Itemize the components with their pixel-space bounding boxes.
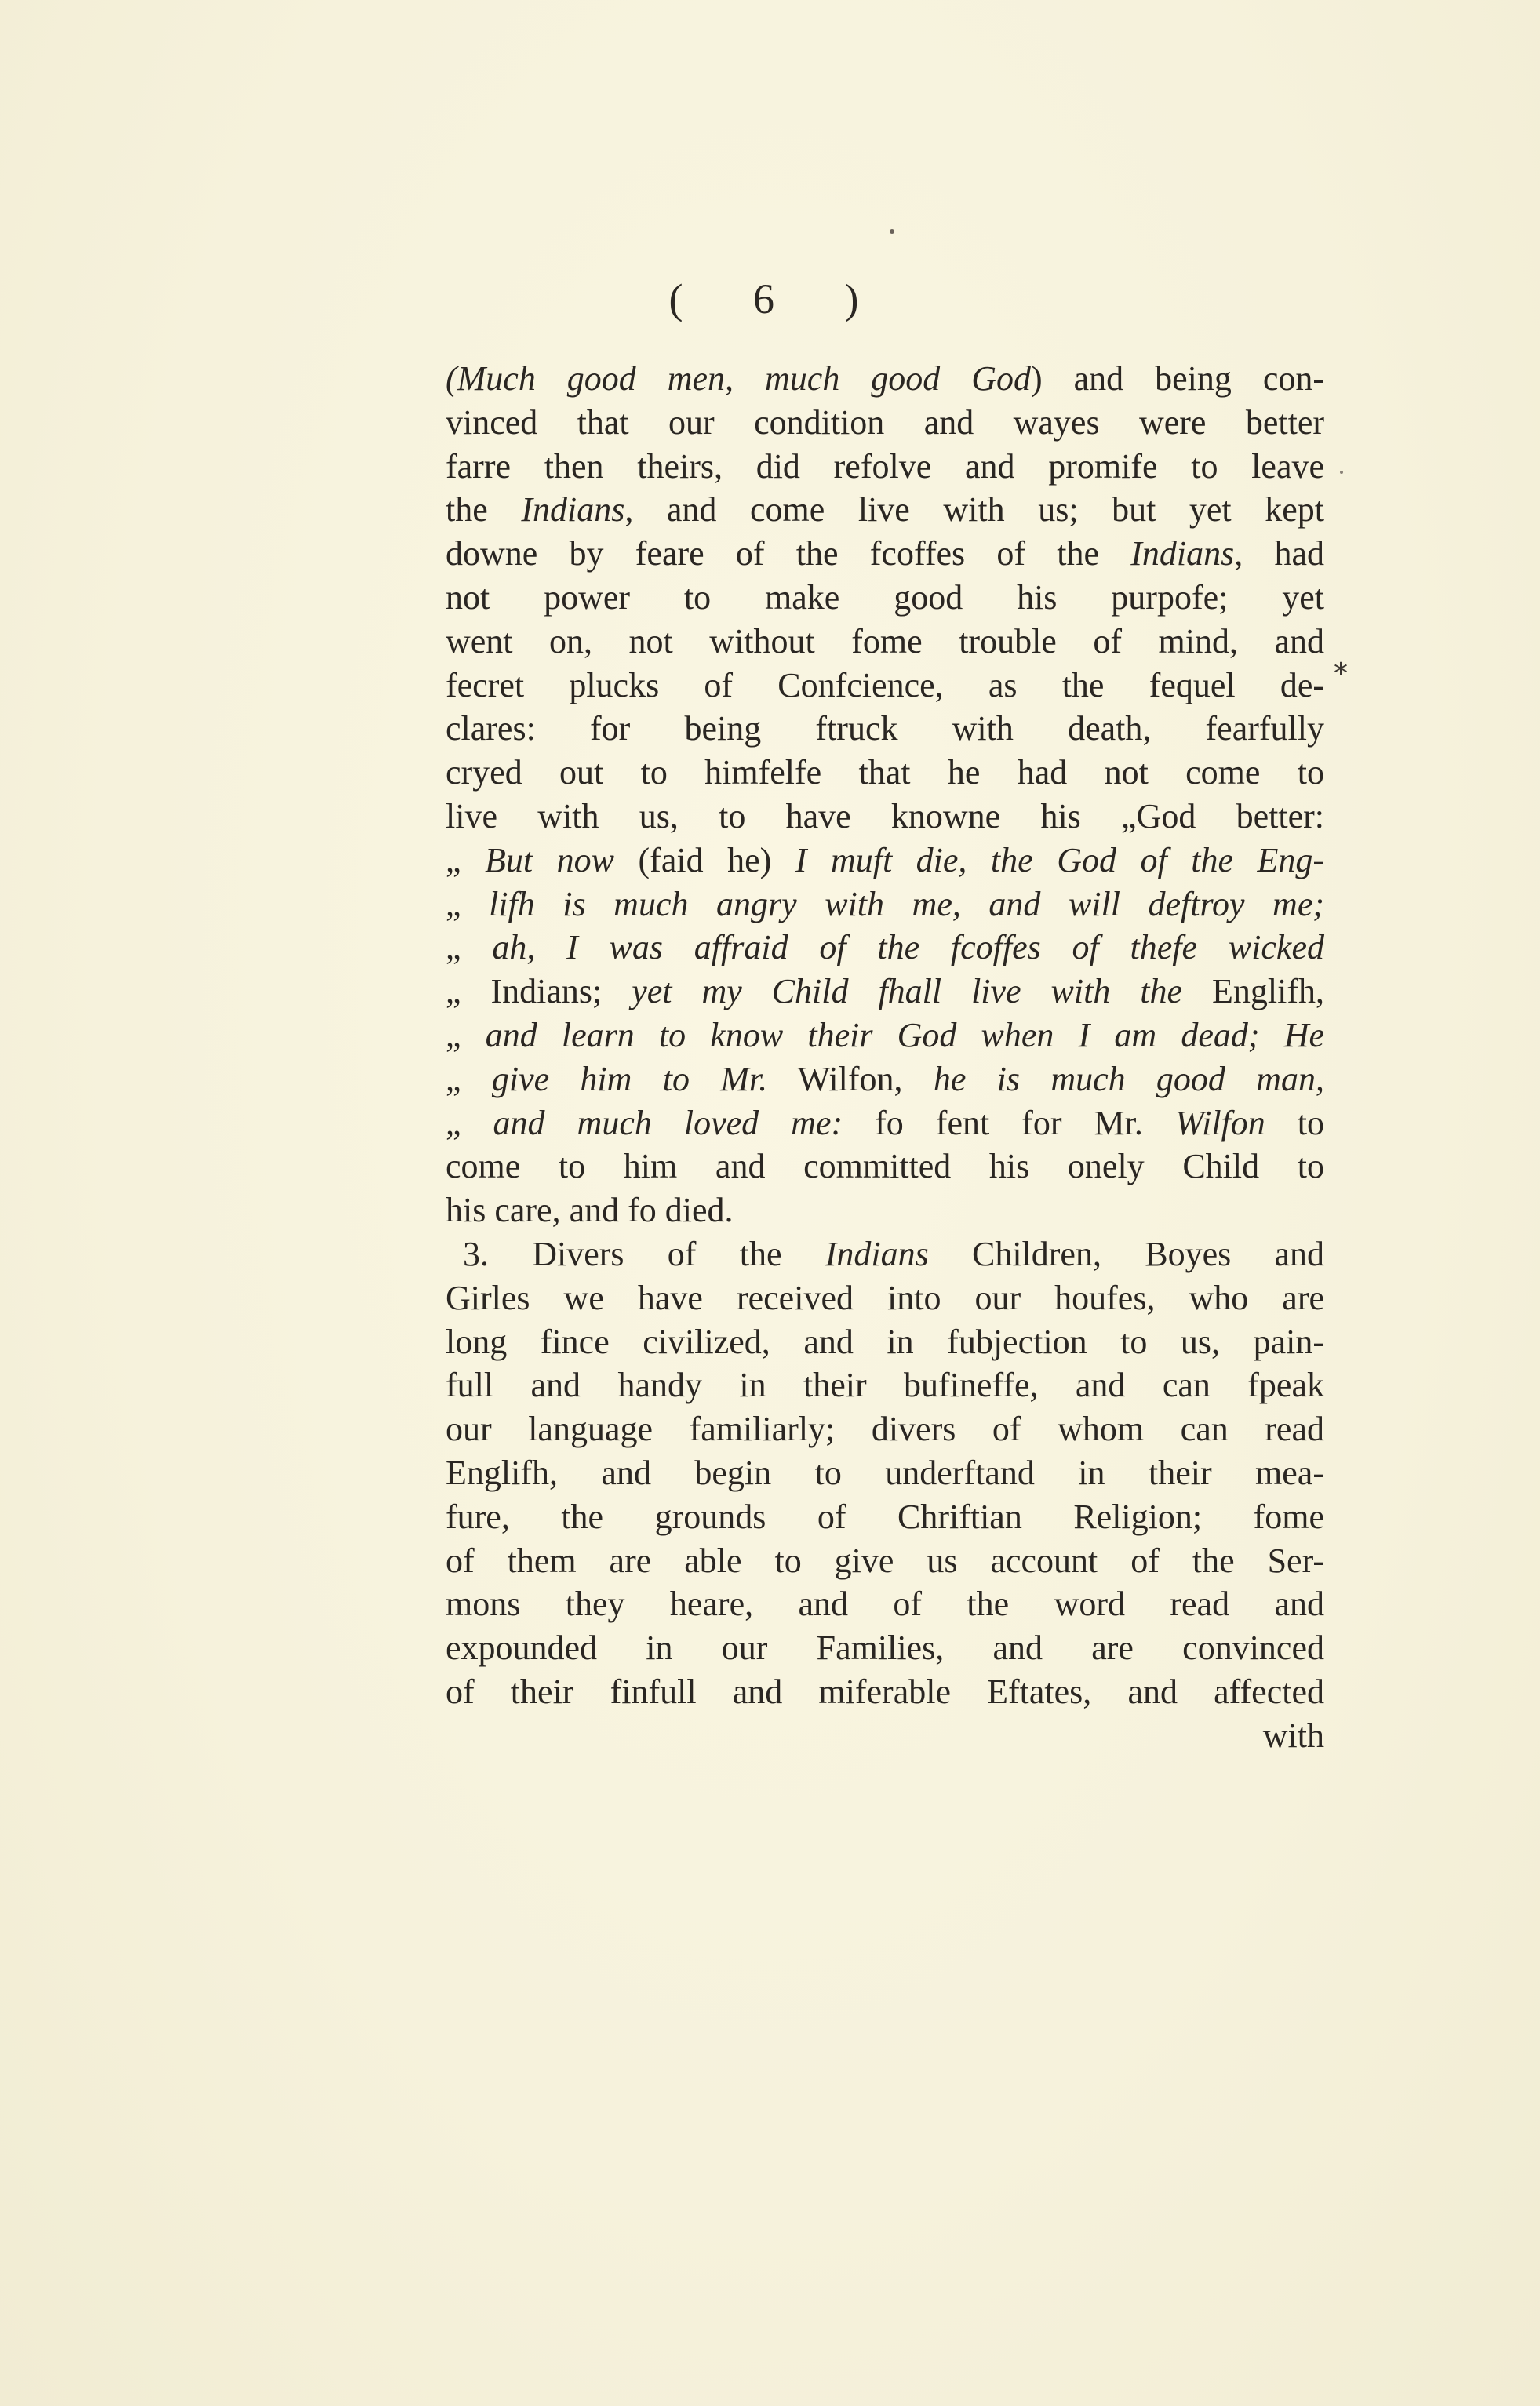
text-line: farre then theirs, did refolve and promife to leave xyxy=(446,446,1324,486)
text-line: „ and learn to know their God when I am dead; He xyxy=(446,1015,1324,1054)
text-line: Girles we have received into our houfes, who are xyxy=(446,1278,1324,1317)
text-line: his care, and fo died. xyxy=(446,1191,734,1230)
text-line: not power to make good his purpofe; yet xyxy=(446,577,1324,617)
text-line: „ ah, I was affraid of the fcoffes of thefe wicked xyxy=(446,928,1324,967)
text-line: fecret plucks of Confcience, as the fequel de- xyxy=(446,665,1324,704)
text-line: went on, not without fome trouble of mind, and xyxy=(446,621,1324,661)
text-line: clares: for being ftruck with death, fearfully xyxy=(446,709,1324,748)
text-line: expounded in our Families, and are convinced xyxy=(446,1629,1324,1668)
text-line: fure, the grounds of Chriftian Religion; fome xyxy=(446,1497,1324,1536)
ink-speck xyxy=(1340,471,1343,474)
catchword: with xyxy=(1262,1716,1324,1755)
text-line: of their finfull and miferable Eftates, and affected xyxy=(446,1672,1324,1711)
text-line: „ and much loved me: fo fent for Mr. Wilfon to xyxy=(446,1103,1325,1142)
text-line: of them are able to give us account of the Ser- xyxy=(446,1541,1324,1580)
margin-asterisk: * xyxy=(1334,657,1348,690)
text-line: „ give him to Mr. Wilfon, he is much good man, xyxy=(446,1059,1325,1098)
text-line: mons they heare, and of the word read and xyxy=(446,1585,1324,1624)
text-line: the Indians, and come live with us; but yet kept xyxy=(446,490,1324,530)
text-line: live with us, to have knowne his „God better: xyxy=(446,796,1324,835)
text-line: long fince civilized, and in fubjection to us, pain- xyxy=(446,1322,1324,1361)
text-line: Englifh, and begin to underftand in their mea- xyxy=(446,1453,1324,1492)
text-line: „ lifh is much angry with me, and will deftroy me; xyxy=(446,884,1325,923)
text-line: our language familiarly; divers of whom can read xyxy=(446,1410,1324,1449)
page-number: ( 6 ) xyxy=(668,275,889,322)
text-line: downe by feare of the fcoffes of the Indians, had xyxy=(446,534,1324,573)
ink-speck xyxy=(890,229,894,234)
text-line: vinced that our condition and wayes were better xyxy=(446,402,1324,442)
text-line: full and handy in their bufineffe, and can fpeak xyxy=(446,1366,1324,1405)
body-text xyxy=(446,357,1324,1758)
text-line: „ But now (faid he) I muft die, the God of the Eng- xyxy=(446,840,1325,879)
text-line: cryed out to himfelfe that he had not come to xyxy=(446,753,1324,792)
text-line: come to him and committed his onely Child to xyxy=(446,1147,1324,1186)
text-line: 3. Divers of the Indians Children, Boyes and xyxy=(463,1234,1324,1273)
text-line: (Much good men, much good God) and being con- xyxy=(446,359,1325,398)
text-line: „ Indians; yet my Child fhall live with the Englifh, xyxy=(446,972,1324,1011)
